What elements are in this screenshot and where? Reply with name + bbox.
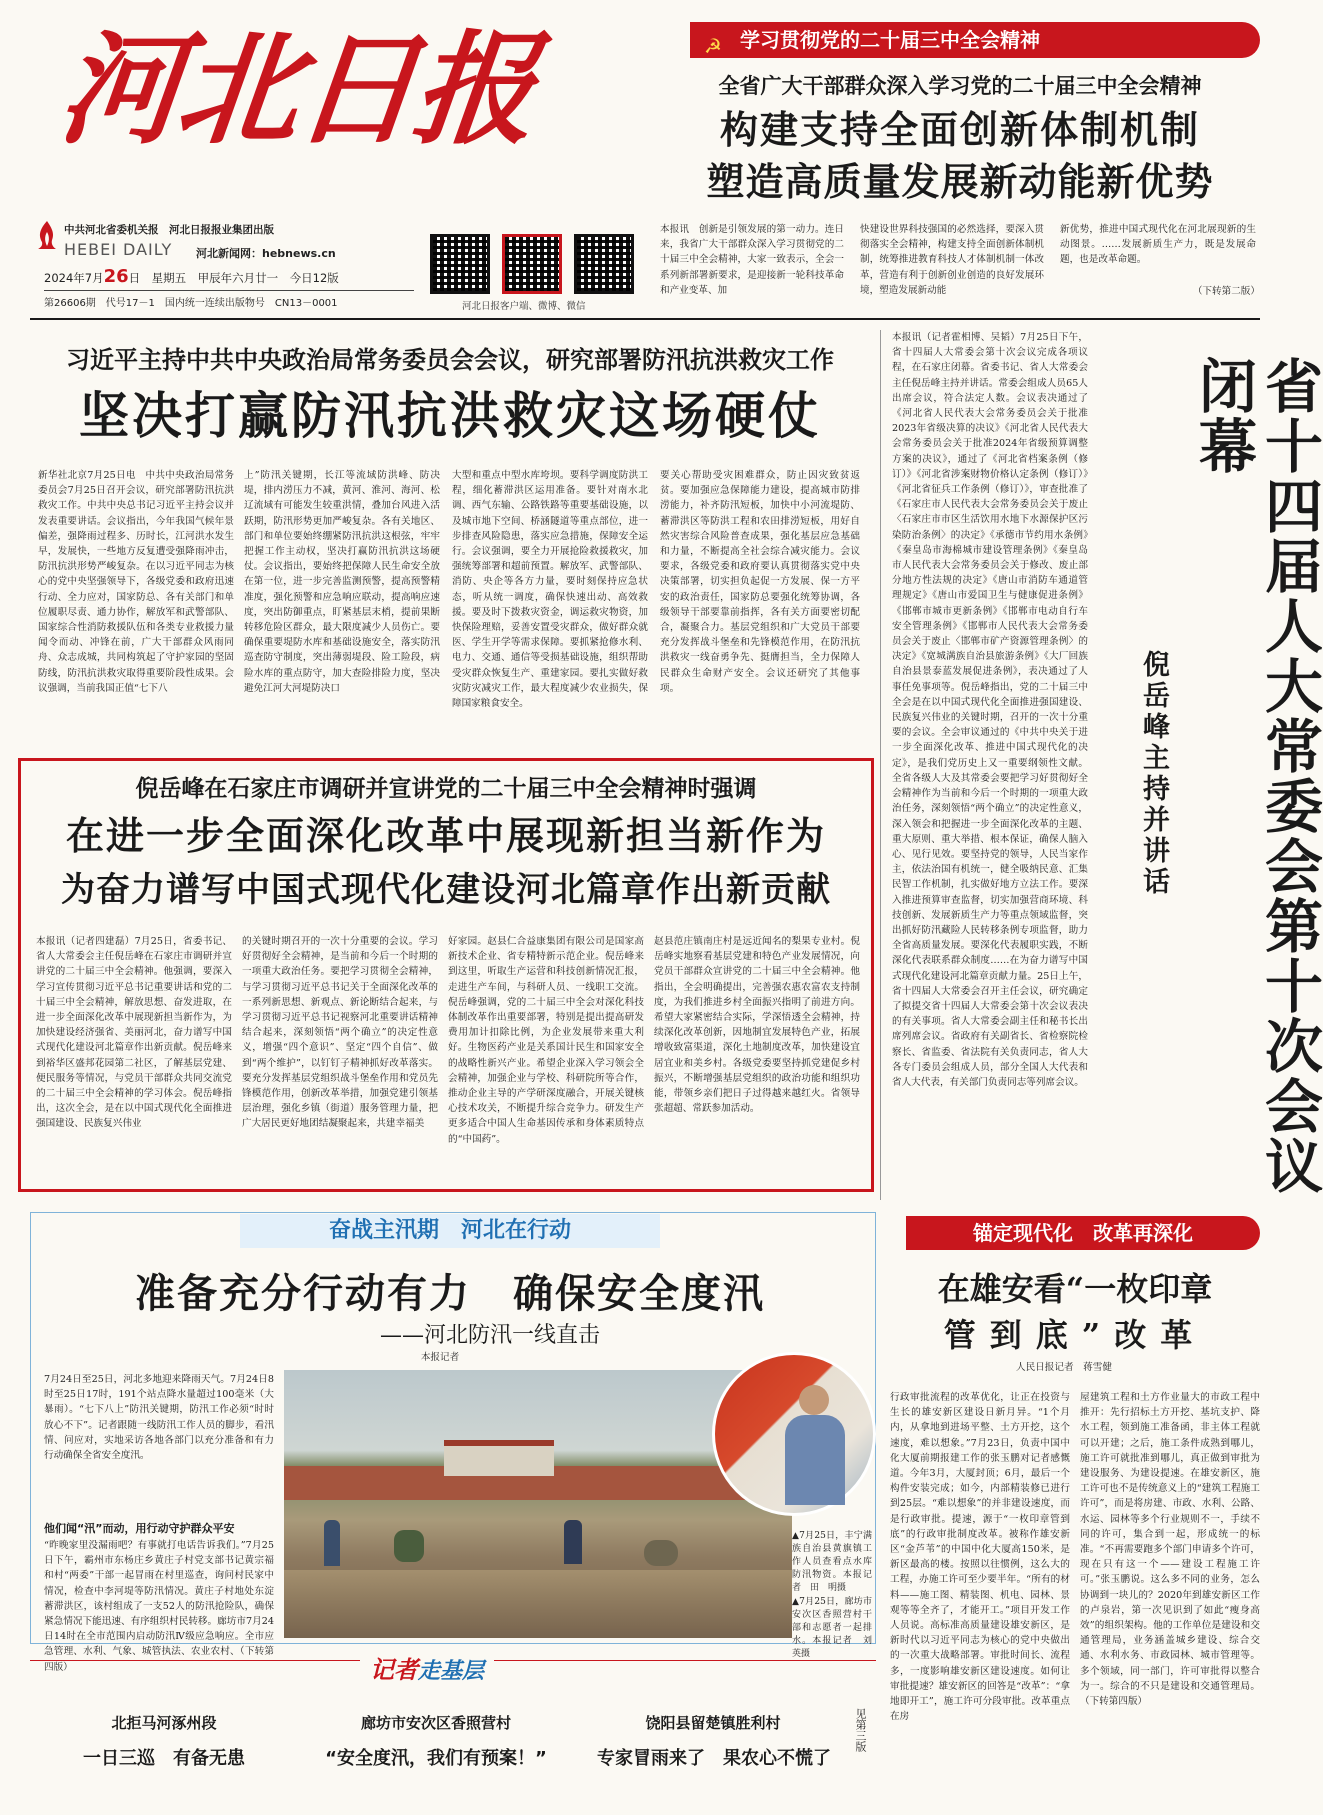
- xiongan-headline-2: 管到底”改革: [943, 1316, 1207, 1354]
- qr-code-app: [430, 234, 490, 294]
- column-rule-right: [880, 330, 881, 1200]
- jizhe-label-2: 走基层: [418, 1658, 485, 1684]
- flood-banner: 奋战主汛期 河北在行动: [240, 1214, 660, 1248]
- flood-text-b: “昨晚家里没漏雨吧？有事就打电话告诉我们。”7月25日下午，霸州市东杨庄乡黄庄子村党支部书记黄宗福和村“两委”干部一起冒雨在村里巡查，询问村民家中情况，检查中李河堤等防汛情况。黄庄子村地处东淀蓄滞洪区，该村组成了一支52人的防汛抢险队，确保紧急情况下能迅速、有序组织村民转移。廊坊市7月24日14时在全市范围内启动防汛Ⅳ级应急响应。全市应急管理、水利、气象、城管执法、农业农村、（下转第四版）: [44, 1540, 274, 1673]
- ni-story-col-4: 赵县范庄镇南庄村是远近闻名的梨果专业村。倪岳峰实地察看基层党建和特色产业发展情况，向党员干部群众宣讲党的二十届三中全会精神。他指出，全会明确提出，完善强农惠农富农支持制度，为我们推进乡村全面振兴指明了前进方向。希望大家紧密结合实际，学深悟透全会精神，持续深化改革创新，因地制宜发展特色产业，拓展增收致富渠道，深化土地制度改革，加快建设宜居宜业和美乡村。各级党委要坚持抓党建促乡村振兴，不断增强基层党组织的政治功能和组织功能，带领乡亲们把日子过得越来越红火。省领导张超超、常跃参加活动。: [654, 936, 860, 1115]
- ni-story-headline-1: 在进一步全面深化改革中展现新担当新作为: [65, 813, 826, 858]
- npc-story-sub: 倪岳峰主持并讲话: [1138, 650, 1169, 898]
- jizhe-item-1-title[interactable]: 一日三巡 有备无患: [83, 1748, 245, 1769]
- flood-photo-inset: [712, 1352, 876, 1516]
- xiongan-headline-1: 在雄安看“一枚印章: [937, 1270, 1213, 1308]
- xi-story-headline: 坚决打赢防汛抗洪救灾这场硬仗: [79, 386, 821, 445]
- flood-caption-1: ▲7月25日，丰宁满族自治县黄旗镇工作人员查看点水库防汛物资。本报记者 田 明摄: [792, 1531, 872, 1593]
- masthead-website: 河北新闻网：hebnews.cn: [196, 247, 336, 260]
- xiongan-col-2: 屋建筑工程和土方作业量大的市政工程中推开：先行招标土方开挖、基坑支护、降水工程，领到施工准备函，非主体工程就可以开建；之后，施工条件成熟到哪儿，施工许可就批准到哪儿，真正做到审批为建设服务、为建设提速。在雄安新区，施工许可也不是传统意义上的“建筑工程施工许可”，而是将房建、市政、水利、公路、水运、园林等多个行业规则不一，手续不同的许可，集合到一起，形成统一的标准。“不再需要跑多个部门申请多个许可，现在只有这一个——建设工程施工许可。”张玉鹏说。这么多不同的业务，怎么协调到一块儿的？2020年到雄安新区工作的卢泉岩，第一次见识到了如此“瘦身高效”的组织架构。他的工作单位是建设和交通管理局，业务涵盖城乡建设、综合交通、水利水务、市政园林、城市管理等。多个领域，同一部门，许可审批得以整合为一。综合的不只是建设和交通管理局。（下转第四版）: [1080, 1392, 1260, 1708]
- xi-story-col-4: 要关心帮助受灾困难群众，防止因灾致贫返贫。要加强应急保障能力建设，提高城市防排涝能力，补齐防汛短板，加快中小河流堤防、蓄滞洪区等防洪工程和农田排涝短板，用好自然灾害综合风险普查成果，强化基层应急基础和力量，不断提高全社会综合减灾能力。会议要求，各级党委和政府要认真贯彻落实党中央决策部署，切实担负起促一方发展、保一方平安的政治责任，国家防总要强化统筹协调，各级领导干部要靠前指挥，各有关方面要密切配合，凝聚合力。基层党组织和广大党员干部要充分发挥战斗堡垒和先锋模范作用，在防汛抗洪救灾一线奋勇争先、挺膺担当，全力保障人民群众生命财产安全。会议还研究了其他事项。: [660, 470, 860, 694]
- party-emblem-icon: ☭: [704, 34, 722, 58]
- masthead-pinyin: HEBEI DAILY: [64, 240, 173, 259]
- masthead-org: 中共河北省委机关报 河北日报报业集团出版: [64, 224, 274, 236]
- masthead-divider: [30, 318, 1260, 320]
- jizhe-item-2-place: 廊坊市安次区香照营村: [360, 1714, 511, 1732]
- xi-story-col-2: 上”防汛关键期，长江等流域防洪峰、防决堤，排内涝压力不减，黄河、淮河、海河、松辽流域有可能发生较重洪情，叠加台风进入活跃期，防汛形势更加严峻复杂。各有关地区、部门和单位要始终绷紧防汛抗洪这根弦，牢牢把握工作主动权，坚决打赢防汛抗洪这场硬仗。会议指出，要始终把保障人民生命安全放在第一位，进一步完善监测预警，提高预警精准度，强化预警和应急响应联动，提高响应速度，突出防御重点，盯紧基层末梢，提前果断转移危险区群众，最大限度减少人员伤亡。要确保重要堤防水库和基础设施安全，落实防汛巡查防守制度，突出薄弱堤段、险工险段，病险水库的重点防守，加大查险排险力度，坚决避免江河大河堤防决口: [244, 470, 440, 694]
- top-lead-col-2: 快建设世界科技强国的必然选择，要深入贯彻落实全会精神，构建支持全面创新体制机制，统筹推进教育科技人才体制机制一体改革，营造有利于创新创业创造的良好发展环境，塑造发展新动能: [860, 224, 1044, 296]
- xiongan-byline: 人民日报记者 蒋雪健: [1016, 1362, 1112, 1373]
- masthead-date: [44, 266, 339, 287]
- jizhe-item-3-place: 饶阳县留楚镇胜利村: [645, 1714, 781, 1732]
- xi-story-kicker: 习近平主持中共中央政治局常务委员会会议，研究部署防汛抗洪救灾工作: [66, 345, 834, 374]
- xiongan-col-1: 行政审批流程的改革优化，让正在投资与生长的雄安新区建设日新月异。“1个月内，从拿地到进场平整、土方开挖，这个速度，难以想象。”7月23日，负责中国中化大厦前期报建工作的张玉鹏对记者感慨道。今年3月，大厦封顶；6月，最后一个构件安装完成；如今，内部精装修已进行到25层。“难以想象”的并非建设速度，而是行政审批。提速，源于“一枚印章管到底”的行政审批制度改革。被称作雄安新区“金芦苇”的中国中化大厦高150米，是新区最高的楼。按照以往惯例，这么大的工程，办施工许可至少要半年。“所有的材料——施工图、精装图、机电、园林、景观等等全齐了，才能开工。”项目开发工作人员说。高标准高质量建设雄安新区，是新时代以习近平同志为核心的党中央做出的一次重大战略部署。审批时间长、流程多，一度影响雄安新区建设速度。如何让审批提速？雄安新区的回答是“改革”：“拿地即开工”，施工许可分段审批。改革重点在房: [890, 1392, 1070, 1723]
- ni-story-col-2: 的关键时期召开的一次十分重要的会议。学习好贯彻好全会精神，是当前和今后一个时期的一项重大政治任务。要把学习贯彻全会精神，与学习贯彻习近平总书记关于全面深化改革的一系列新思想、新观点、新论断结合起来，与学习贯彻习近平总书记视察河北重要讲话精神结合起来，深刻领悟“两个确立”的决定性意义，增强“四个意识”、坚定“四个自信”、做到“两个维护”，以钉钉子精神抓好改革落实。要充分发挥基层党组织战斗堡垒作用和党员先锋模范作用，创新改革举措，加强党建引领基层治理，强化乡镇（街道）服务管理力量，把广大居民更好地团结凝聚起来，共建幸福美: [242, 936, 438, 1130]
- date-prefix: 2024年7月: [44, 271, 104, 285]
- top-lead-headline-1: 构建支持全面创新体制机制: [719, 107, 1200, 152]
- flood-byline: 本报记者: [420, 1352, 460, 1363]
- date-suffix: 日 星期五 甲辰年六月廿一 今日12版: [128, 271, 339, 285]
- npc-story-headline: 省十四届人大常委会第十次会议闭幕: [1189, 356, 1323, 1196]
- qr-caption: 河北日报客户端、微博、微信: [462, 301, 586, 312]
- jizhe-item-1-place: 北拒马河涿州段: [111, 1714, 217, 1732]
- xi-story-col-3: 大型和重点中型水库垮坝。要科学调度防洪工程，细化蓄滞洪区运用准备。要针对南水北调、西气东输、公路铁路等重要基础设施，以及城市地下空间、桥涵隧道等重点部位，进一步排查风险隐患，落实应急措施，保障安全运行。会议强调，要全力开展抢险救援救灾，加强统筹部署和超前预置。解放军、武警部队、消防、央企等各方力量，要时刻保持应急状态，听从统一调度，确保快速出动、高效救援。要及时下拨救灾资金，调运救灾物资，加快保险理赔，妥善安置受灾群众，做好群众就医、学生开学等需求保障。要抓紧抢修水利、电力、交通、通信等受损基础设施，组织帮助受灾群众恢复生产、重建家园。要扎实做好救灾防灾减灾工作，最大程度减少农业损失，保障国家粮食安全。: [452, 470, 648, 710]
- top-lead-col-1: 本报讯 创新是引领发展的第一动力。连日来，我省广大干部群众深入学习贯彻党的二十届三中全会精神，大家一致表示，全会一系列新部署新要求，是迎接新一轮科技革命和产业变革、加: [660, 224, 844, 296]
- jizhe-label: [360, 1650, 494, 1685]
- ni-story-col-1: 本报讯（记者四建磊）7月25日，省委书记、省人大常委会主任倪岳峰在石家庄市调研并宣讲党的二十届三中全会精神。他强调，要深入学习宣传贯彻习近平总书记重要讲话和党的二十届三中全会精神，解放思想、奋发进取，在进一步全面深化改革中展现新担当新作为，为加快建设经济强省、美丽河北，奋力谱写中国式现代化建设河北篇章作出新贡献。倪岳峰来到裕华区盛邦花园第二社区，了解基层党建、便民服务等情况，与党员干部群众共同交流党的二十届三中全会精神的学习体会。倪岳峰指出，这次全会，是在以中国式现代化全面推进强国建设、民族复兴伟业: [36, 936, 232, 1130]
- masthead-issue: 第26606期 代号17－1 国内统一连续出版物号 CN13－0001: [44, 298, 338, 309]
- top-lead-banner-text: 学习贯彻党的二十届三中全会精神: [740, 28, 1040, 52]
- flood-caption-2: ▲7月25日，廊坊市安次区香照营村干部和志愿者一起排水。本报记者 刘 英摄: [792, 1597, 882, 1659]
- qr-code-weibo: [502, 234, 562, 294]
- xi-story-col-1: 新华社北京7月25日电 中共中央政治局常务委员会7月25日召开会议，研究部署防汛抗洪救灾工作。中共中央总书记习近平主持会议并发表重要讲话。会议指出，今年我国气候年景偏差，强降雨过程多、历时长，江河洪水发生早，发展快，一些地方反复遭受强降雨冲击，防汛抗洪形势严峻复杂。在以习近平同志为核心的党中央坚强领导下，各级党委和政府迅速行动、全力应对，国家防总、各有关部门和单位履职尽责、通力协作，解放军和武警部队、国家综合性消防救援队伍和各类专业救援力量闻令而动、冲锋在前，广大干部群众风雨同舟、众志成城，共同构筑起了守护家园的坚固防线，防汛抗洪救灾取得重要阶段性成果。会议强调，当前我国正值“七下八: [38, 470, 234, 694]
- flood-sub: ——河北防汛一线直击: [379, 1323, 600, 1348]
- flood-text-a: 7月24日至25日，河北多地迎来降雨天气。7月24日8时至25日17时，191个站点降水量超过100毫米（大暴雨）。“七下八上”防汛关键期，防汛工作必须“时时放心不下”。记者跟随一线防汛工作人员的脚步，看汛情、问应对，实地采访各地各部门以充分准备和有力行动确保全省安全度汛。: [44, 1374, 274, 1462]
- top-lead-col-3: 新优势，推进中国式现代化在河北展现新的生动图景。……发展新质生产力，既是发展命题，也是改革命题。: [1060, 224, 1256, 266]
- flood-subhead: 他们闻“汛”而动，用行动守护群众平安: [44, 1522, 235, 1535]
- npc-story-text: 本报讯（记者霍相博、吴韬）7月25日下午，省十四届人大常委会第十次会议完成各项议程，在石家庄闭幕。省委书记、省人大常委会主任倪岳峰主持并讲话。常委会组成人员65人出席会议，符合法定人数。会议表决通过了《河北省人民代表大会常务委员会关于批准2023年省级决算的决议》《河北省人民代表大会常务委员会关于批准2024年省级预算调整方案的决议》，通过了《河北省档案条例（修订）》《河北省涉案财物价格认定条例（修订）》《河北省征兵工作条例（修订）》，审查批准了《石家庄市人民代表大会常务委员会关于废止〈石家庄市市区生活饮用水地下水源保护区污染防治条例〉的决定》《承德市节约用水条例》《秦皇岛市海棉城市建设管理条例》《秦皇岛市人民代表大会常务委员会关于修改、废止部分地方性法规的决定》《唐山市消防车通道管理规定》《唐山市爱国卫生与健康促进条例》《邯郸市城市更新条例》《邯郸市电动自行车安全管理条例》《邯郸市人民代表大会常务委员会关于废止〈邯郸市矿产资源管理条例〉的决定》《宽城满族自治县旅游条例》《大厂回族自治县景泰蓝发展促进条例》，表决通过了人事任免事项等。倪岳峰指出，党的二十届三中全会是在以中国式现代化全面推进强国建设、民族复兴伟业的关键时期，召开的一次十分重要的会议。全会审议通过的《中共中央关于进一步全面深化改革、推进中国式现代化的决定》，是我们党历史上又一重要纲领性文献。全省各级人大及其常委会要把学习好贯彻好全会精神作为当前和今后一个时期的一项重大政治任务，深刻领悟“两个确立”的决定性意义，深入领会和把握进一步全面深化改革的主题、重大原则、重大举措、根本保证，确保人脑入心、见行见效。要坚持党的领导，人民当家作主，依法治国有机统一，健全吸纳民意、汇集民智工作机制，扎实做好地方立法工作。要深入推进预算审查监督，切实加强营商环境、科技创新、发展新质生产力等重点领域监督，突出抓好防汛藏险人民转移条例专项监督，助力全省高质量发展。要深化代表履职实践，不断深化代表联系群众制度……在为奋力谱写中国式现代化建设河北篇章贡献力量。25日上午，省十四届人大常委会召开主任会议，研究确定了拟提交省十四届人大常委会第十次会议表决的有关事项。省人大常委会副主任和秘书长出席列席会议。省政府有关副省长、省检察院检察长、省监委、省法院有关负责同志，省人大各专门委员会组成人员，部分全国人大代表和省人大代表，有关部门负责同志等列席会议。: [892, 332, 1088, 1088]
- xiongan-banner: 锚定现代化 改革再深化: [906, 1216, 1260, 1250]
- jizhe-item-2-title[interactable]: “安全度汛，我们有预案！”: [325, 1748, 547, 1769]
- jizhe-item-3-title[interactable]: 专家冒雨来了 果农心不慌了: [597, 1748, 831, 1769]
- top-lead-headline-2: 塑造高质量发展新动能新优势: [706, 159, 1214, 204]
- flood-headline: 准备充分行动有力 确保安全度汛: [135, 1270, 765, 1317]
- top-lead-banner: [690, 22, 1260, 58]
- ni-story-headline-2: 为奋力谱写中国式现代化建设河北篇章作出新贡献: [61, 870, 831, 910]
- jizhe-see-page: 见第三版: [854, 1708, 867, 1752]
- ni-story-kicker: 倪岳峰在石家庄市调研并宣讲党的二十届三中全会精神时强调: [135, 775, 757, 802]
- date-day: 26: [103, 266, 129, 287]
- top-lead-continued: （下转第二版）: [1192, 286, 1260, 297]
- top-lead-kicker: 全省广大干部群众深入学习党的二十届三中全会精神: [718, 73, 1202, 98]
- masthead-logo: 河北日报: [52, 17, 540, 161]
- masthead-flame-icon: [36, 220, 58, 250]
- qr-code-wechat: [574, 234, 634, 294]
- jizhe-label-1: 记者: [370, 1655, 418, 1684]
- ni-story-col-3: 好家园。赵县仁合益康集团有限公司是国家高新技术企业、省专精特新示范企业。倪岳峰来到这里，听取生产运营和科技创新情况汇报，走进生产车间，与科研人员、一线职工交流。倪岳峰强调，党的二十届三中全会对深化科技体制改革作出重要部署，特别是提出提高研发费用加计扣除比例，为企业发展带来重大利好。生物医药产业是关系国计民生和国家安全的战略性新兴产业。希望企业深入学习领会全会精神，加强企业与学校、科研院所等合作，推动企业主导的产学研深度融合，开展关键核心技术攻关，不断提升综合竞争力。研发生产更多适合中国人生命基因传承和身体素质特点的“中国药”。: [448, 936, 644, 1145]
